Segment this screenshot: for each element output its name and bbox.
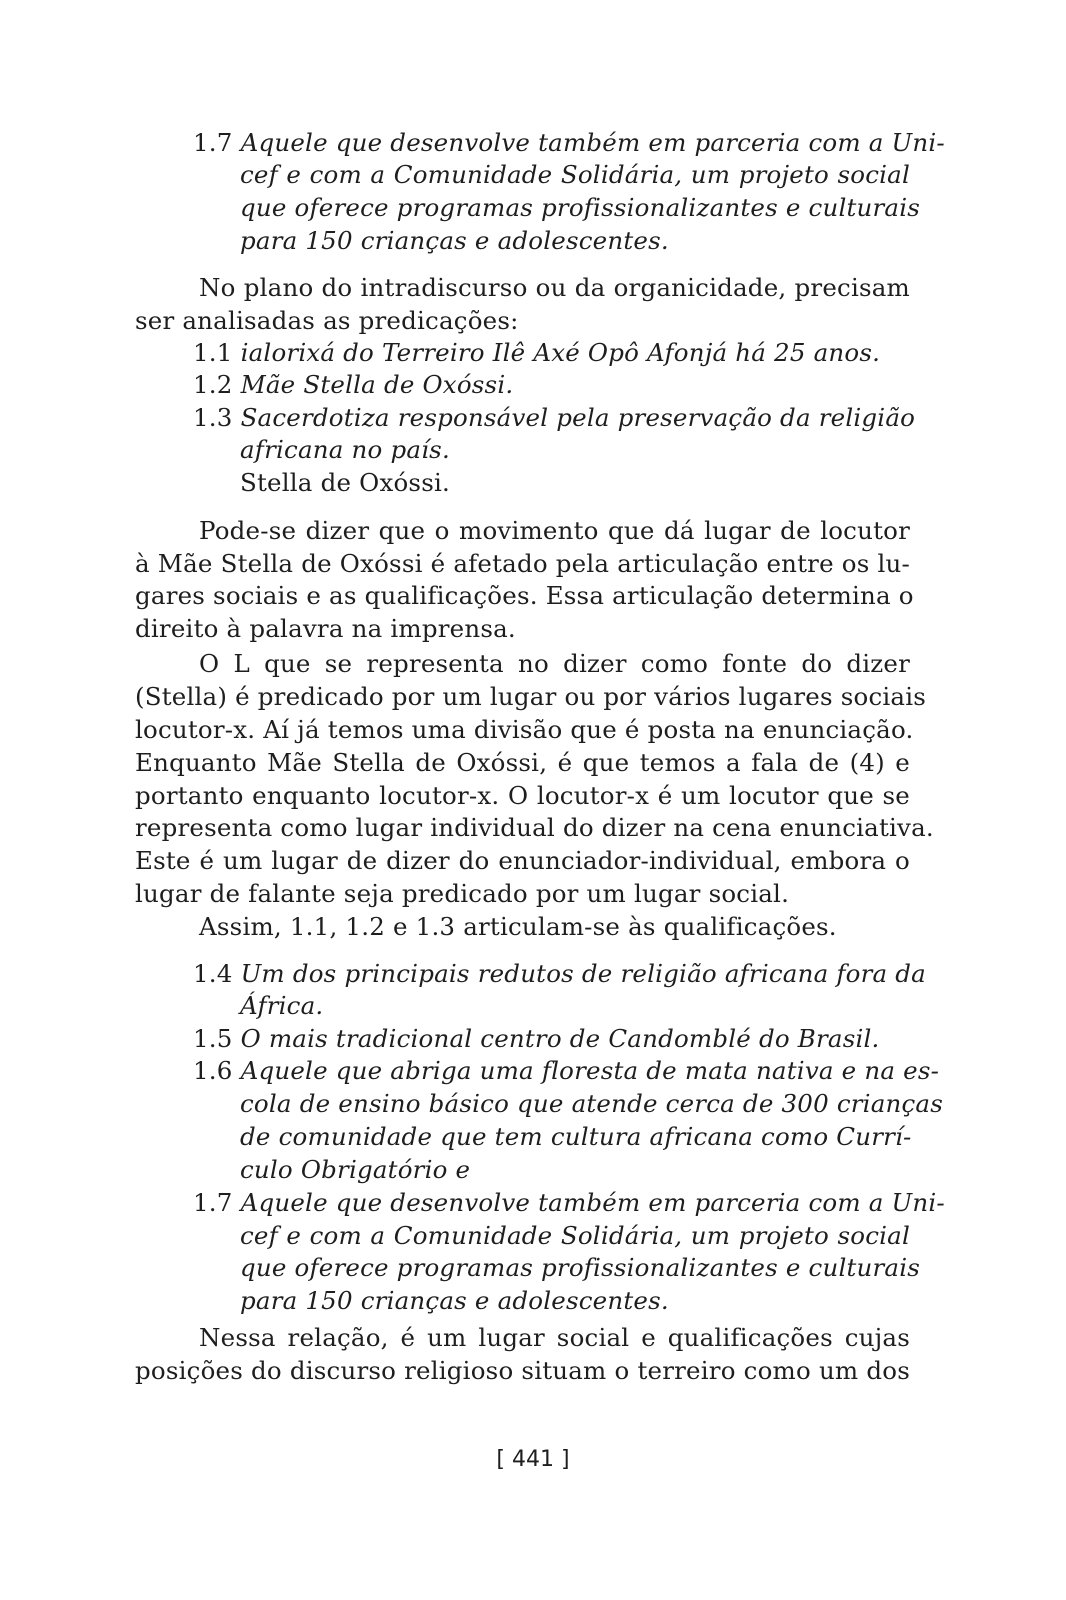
item-number: 1.7 xyxy=(193,128,233,157)
item-number: 1.4 xyxy=(193,959,233,988)
line-text: à Mãe Stella de Oxóssi é afetado pela articulação entre os lu- xyxy=(135,549,910,578)
line-text: Pode-se dizer que o movimento que dá lugar de locutor xyxy=(199,516,910,545)
text-line xyxy=(199,911,910,943)
line-text: para 150 crianças e adolescentes. xyxy=(240,1286,669,1315)
text-line xyxy=(135,878,910,910)
line-text: representa como lugar individual do dizer na cena enunciativa. xyxy=(135,813,934,842)
text-line xyxy=(193,1055,940,1087)
text-line xyxy=(193,369,910,401)
line-text: culo Obrigatório e xyxy=(240,1155,471,1184)
text-line xyxy=(240,159,910,191)
text-line xyxy=(240,225,910,257)
line-text: cef e com a Comunidade Solidária, um projeto social xyxy=(240,160,910,189)
line-text: que oferece programas profissionalizantes e culturais xyxy=(240,193,921,222)
line-text: de comunidade que tem cultura africana como Currí- xyxy=(240,1122,912,1151)
text-line xyxy=(135,747,910,779)
item-text: O mais tradicional centro de Candomblé do Brasil. xyxy=(240,1024,880,1053)
line-text: africana no país. xyxy=(240,435,450,464)
line-text: locutor-x. Aí já temos uma divisão que é posta na enunciação. xyxy=(135,715,914,744)
text-line xyxy=(240,467,910,499)
item-number: 1.7 xyxy=(193,1188,233,1217)
text-line xyxy=(193,1187,945,1219)
item-text: Um dos principais redutos de religião africana fora da xyxy=(240,959,926,988)
line-text: ser analisadas as predicações: xyxy=(135,306,519,335)
item-number: 1.3 xyxy=(193,403,233,432)
item-text: ialorixá do Terreiro Ilê Axé Opô Afonjá há 25 anos. xyxy=(240,338,881,367)
text-line xyxy=(240,192,921,224)
line-text: No plano do intradiscurso ou da organicidade, precisam xyxy=(199,273,910,302)
page-number: [ 441 ] xyxy=(496,1447,570,1472)
line-text: para 150 crianças e adolescentes. xyxy=(240,226,669,255)
text-line xyxy=(199,1322,910,1354)
text-line xyxy=(135,812,934,844)
text-line xyxy=(135,780,910,812)
line-text: Nessa relação, é um lugar social e qualificações cujas xyxy=(199,1323,910,1352)
item-number: 1.6 xyxy=(193,1056,233,1085)
text-line xyxy=(135,580,914,612)
item-text: Aquele que abriga uma floresta de mata nativa e na es- xyxy=(240,1056,940,1085)
text-line xyxy=(193,958,926,990)
line-text: (Stella) é predicado por um lugar ou por vários lugares sociais xyxy=(135,682,927,711)
text-line xyxy=(240,1121,910,1153)
line-text: lugar de falante seja predicado por um lugar social. xyxy=(135,879,790,908)
text-line xyxy=(193,127,945,159)
line-text: cola de ensino básico que atende cerca de 300 crianças xyxy=(240,1089,944,1118)
line-text: Enquanto Mãe Stella de Oxóssi, é que temos a fala de (4) e xyxy=(135,748,910,777)
text-line xyxy=(240,1220,910,1252)
text-line xyxy=(193,1023,910,1055)
line-text: Assim, 1.1, 1.2 e 1.3 articulam-se às qualificações. xyxy=(199,912,837,941)
text-line xyxy=(240,434,910,466)
line-text: que oferece programas profissionalizantes e culturais xyxy=(240,1253,921,1282)
text-line xyxy=(240,1088,944,1120)
text-line xyxy=(199,515,910,547)
item-text: Mãe Stella de Oxóssi. xyxy=(240,370,514,399)
line-text: Este é um lugar de dizer do enunciador-individual, embora o xyxy=(135,846,910,875)
text-line xyxy=(135,1355,910,1387)
text-line xyxy=(240,1285,910,1317)
text-line xyxy=(135,714,914,746)
line-text: direito à palavra na imprensa. xyxy=(135,614,516,643)
item-text: Aquele que desenvolve também em parceria com a Uni- xyxy=(240,1188,945,1217)
item-text: Aquele que desenvolve também em parceria com a Uni- xyxy=(240,128,945,157)
line-text: portanto enquanto locutor-x. O locutor-x é um locutor que se xyxy=(135,781,910,810)
text-line xyxy=(135,613,910,645)
text-line xyxy=(240,1252,921,1284)
text-line xyxy=(199,648,910,680)
line-text: posições do discurso religioso situam o terreiro como um dos xyxy=(135,1356,910,1385)
text-line xyxy=(135,681,927,713)
text-line xyxy=(135,845,910,877)
text-line xyxy=(193,337,910,369)
line-text: Stella de Oxóssi. xyxy=(240,468,450,497)
text-line xyxy=(240,1154,910,1186)
text-line xyxy=(193,402,916,434)
text-line xyxy=(135,305,910,337)
item-number: 1.5 xyxy=(193,1024,233,1053)
text-line xyxy=(240,990,910,1022)
line-text: O L que se representa no dizer como fonte do dizer xyxy=(199,649,910,678)
line-text: gares sociais e as qualificações. Essa articulação determina o xyxy=(135,581,914,610)
item-text: Sacerdotiza responsável pela preservação da religião xyxy=(240,403,916,432)
item-number: 1.1 xyxy=(193,338,233,367)
line-text: cef e com a Comunidade Solidária, um projeto social xyxy=(240,1221,910,1250)
text-line xyxy=(135,548,910,580)
text-line xyxy=(199,272,910,304)
item-number: 1.2 xyxy=(193,370,233,399)
line-text: África. xyxy=(240,991,324,1020)
